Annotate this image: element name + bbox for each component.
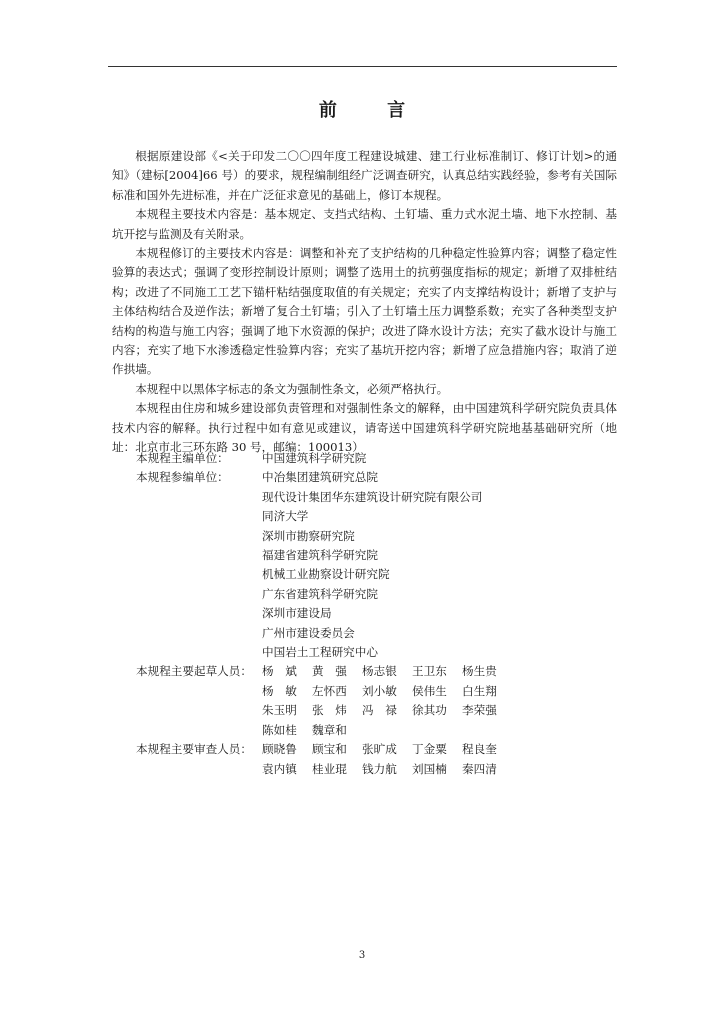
names-line xyxy=(262,760,616,779)
participant-unit: 深圳市勘察研究院 xyxy=(262,528,355,543)
names-line xyxy=(262,721,616,740)
participant-unit: 现代设计集团华东建筑设计研究院有限公司 xyxy=(262,489,483,504)
person-name: 王卫东 xyxy=(412,664,447,679)
chief-editor-unit: 中国建筑科学研究院 xyxy=(262,451,367,465)
participant-unit: 福建省建筑科学研究院 xyxy=(262,548,378,563)
page-title: 前 言 xyxy=(318,100,428,121)
person-name: 刘小敏 xyxy=(362,683,397,698)
person-name: 冯 禄 xyxy=(362,703,397,718)
person-name: 魏章和 xyxy=(312,722,347,737)
paragraph-main-content: 本规程主要技术内容是：基本规定、支挡式结构、土钉墙、重力式水泥土墙、地下水控制、基坑开挖与监测及有关附录。 xyxy=(112,207,617,241)
participant-unit: 中冶集团建筑研究总院 xyxy=(262,470,378,485)
participants-row xyxy=(136,468,616,662)
preface-body xyxy=(112,147,617,458)
person-name: 张旷成 xyxy=(362,742,397,757)
participant-unit: 深圳市建设局 xyxy=(262,606,332,621)
participant-unit: 同济大学 xyxy=(262,509,309,524)
participant-unit: 中国岩土工程研究中心 xyxy=(262,645,378,660)
participants-label: 本规程参编单位： xyxy=(136,470,229,485)
person-name: 陈如桂 xyxy=(262,722,297,737)
contributors-list xyxy=(136,449,616,779)
person-name: 杨 斌 xyxy=(262,664,297,679)
drafters-label: 本规程主要起草人员： xyxy=(136,664,252,679)
paragraph-revisions: 本规程修订的主要技术内容是：调整和补充了支护结构的几种稳定性验算内容；调整了稳定性验算的表达式；强调了变形控制设计原则；调整了选用土的抗剪强度指标的规定；新增了双排桩结构；改进了不同施工工艺下锚杆粘结强度取值的有关规定；充实了内支撑结构设计；新增了支护与主体结构结合及逆作法；新增了复合土钉墙；引入了土钉墙土压力调整系数；充实了各种类型支护结构的构造与施工内容；强调了地下水资源的保护；改进了降水设计方法；充实了截水设计与施工内容；充实了地下水渗透稳定性验算内容；充实了基坑开挖内容；新增了应急措施内容；取消了逆作拱墙。 xyxy=(112,246,617,377)
person-name: 桂业琨 xyxy=(312,761,347,776)
chief-editor-row xyxy=(136,449,616,468)
person-name: 李荣强 xyxy=(462,703,497,718)
reviewers-row xyxy=(136,740,616,779)
paragraph-management: 本规程由住房和城乡建设部负责管理和对强制性条文的解释，由中国建筑科学研究院负责具体技术内容的解释。执行过程中如有意见或建议，请寄送中国建筑科学研究院地基基础研究所（地址：北京市北三环东路 30 号，邮编：100013） xyxy=(112,401,617,455)
person-name: 钱力航 xyxy=(362,761,397,776)
person-name: 顾晓鲁 xyxy=(262,742,297,757)
person-name: 袁内镇 xyxy=(262,761,297,776)
person-name: 杨 敏 xyxy=(262,683,297,698)
person-name: 刘国楠 xyxy=(412,761,447,776)
participant-unit: 广州市建设委员会 xyxy=(262,625,355,640)
paragraph-mandatory: 本规程中以黑体字标志的条文为强制性条文，必须严格执行。 xyxy=(135,381,449,396)
participant-unit: 机械工业勘察设计研究院 xyxy=(262,567,390,582)
drafters-row xyxy=(136,662,616,740)
person-name: 左怀西 xyxy=(312,683,347,698)
names-line xyxy=(262,682,616,701)
person-name: 白生翔 xyxy=(462,683,497,698)
person-name: 秦四清 xyxy=(462,761,497,776)
top-rule xyxy=(108,66,617,67)
person-name: 侯伟生 xyxy=(412,683,447,698)
participant-unit: 广东省建筑科学研究院 xyxy=(262,586,378,601)
person-name: 徐其功 xyxy=(412,703,447,718)
reviewers-label: 本规程主要审查人员： xyxy=(136,742,252,757)
person-name: 张 炜 xyxy=(312,703,347,718)
person-name: 丁金粟 xyxy=(412,742,447,757)
names-line xyxy=(262,662,616,681)
person-name: 朱玉明 xyxy=(262,703,297,718)
paragraph-basis: 根据原建设部《<关于印发二〇〇四年度工程建设城建、建工行业标准制订、修订计划>的通知》（建标[2004]66 号）的要求，规程编制组经广泛调查研究，认真总结实践经验，参考有关国际标准和国外先进标准，并在广泛征求意见的基础上，修订本规程。 xyxy=(112,149,617,202)
person-name: 杨志银 xyxy=(362,664,397,679)
person-name: 黄 强 xyxy=(312,664,347,679)
names-line xyxy=(262,740,616,759)
person-name: 顾宝和 xyxy=(312,742,347,757)
person-name: 程良奎 xyxy=(462,742,497,757)
person-name: 杨生贵 xyxy=(462,664,497,679)
names-line xyxy=(262,701,616,720)
page-number: 3 xyxy=(358,950,366,961)
chief-editor-label: 本规程主编单位： xyxy=(136,451,229,465)
